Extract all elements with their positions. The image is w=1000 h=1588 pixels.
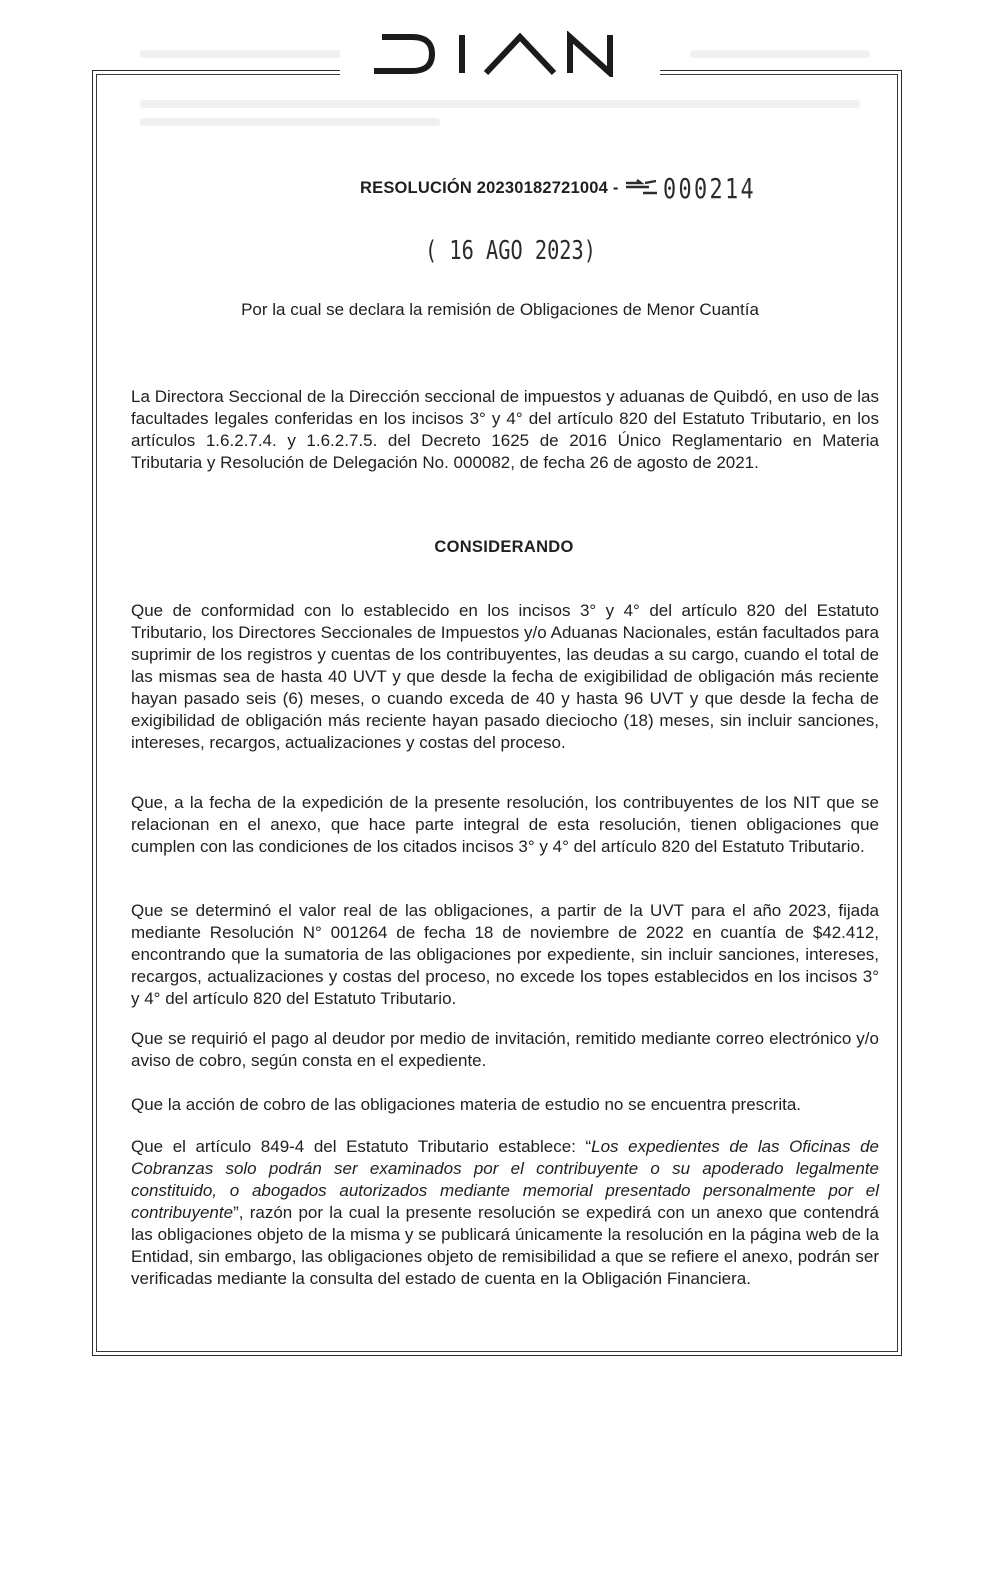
resolution-stamp-number: 000214	[662, 171, 756, 205]
stamp-mark-icon	[623, 177, 659, 199]
considerando-heading: CONSIDERANDO	[434, 538, 574, 556]
resolution-line	[360, 170, 830, 206]
considerando-paragraph-3: Que se determinó el valor real de las obligaciones, a partir de la UVT para el año 2023, fijada mediante Resolución N° 001264 de fecha 18 de noviembre de 2022 en cuantía de $42.412, encontrando que la sumatoria de las obligaciones por expediente, sin incluir sanciones, intereses, recargos, actualizaciones y costas del proceso, no excede los topes establecidos en los incisos 3° y 4° del artículo 820 del Estatuto Tributario.	[131, 901, 879, 1008]
considerando-paragraph-6	[131, 1136, 879, 1290]
p6-text-end: ”, razón por la cual la presente resolución se expedirá con un anexo que contendrá las obligaciones objeto de la misma y se publicará únicamente la resolución en la página web de la Entidad, sin embargo, las obligaciones objeto de remisibilidad a que se refiere el anexo, podrán ser verificadas mediante la consulta del estado de cuenta en la Obligación Financiera.	[131, 1203, 879, 1288]
dian-logo-icon	[370, 31, 630, 77]
considerando-paragraph-2: Que, a la fecha de la expedición de la presente resolución, los contribuyentes de los NIT que se relacionan en el anexo, que hace parte integral de esta resolución, tienen obligaciones que cumplen con las condiciones de los citados incisos 3° y 4° del artículo 820 del Estatuto Tributario.	[131, 793, 879, 856]
dian-logo	[340, 30, 660, 78]
p6-text-start: Que el artículo 849-4 del Estatuto Tributario establece: “	[131, 1137, 592, 1156]
considerando-paragraph-4: Que se requirió el pago al deudor por medio de invitación, remitido mediante correo electrónico y/o aviso de cobro, según consta en el expediente.	[131, 1029, 879, 1070]
considerando-paragraph-5: Que la acción de cobro de las obligaciones materia de estudio no se encuentra prescrita.	[131, 1095, 802, 1114]
resolution-title: RESOLUCIÓN 20230182721004 -	[360, 178, 619, 197]
p6-quoted-text: Los expedientes de las Oficinas de Cobranzas solo podrán ser examinados por el contribuyente o su apoderado legalmente constituido, o abogados autorizados mediante memorial presentado personalmente por el contribuyente	[131, 1137, 879, 1222]
date-stamp: ( 16 AGO 2023)	[425, 236, 596, 266]
resolution-subject: Por la cual se declara la remisión de Obligaciones de Menor Cuantía	[241, 300, 759, 319]
bleed-through-mark	[690, 50, 870, 58]
considerando-paragraph-1: Que de conformidad con lo establecido en los incisos 3° y 4° del artículo 820 del Estatuto Tributario, los Directores Seccionales de Impuestos y/o Aduanas Nacionales, están facultados para suprimir de los registros y cuentas de los contribuyentes, las deudas a su cargo, cuando el total de las mismas sea de hasta 40 UVT y que desde la fecha de exigibilidad de obligación más reciente hayan pasado seis (6) meses, o cuando exceda de 40 y hasta 96 UVT y que desde la fecha de exigibilidad de obligación más reciente hayan pasado dieciocho (18) meses, sin incluir sanciones, intereses, recargos, actualizaciones y costas del proceso.	[131, 601, 879, 752]
preamble-paragraph: La Directora Seccional de la Dirección seccional de impuestos y aduanas de Quibdó, en uso de las facultades legales conferidas en los incisos 3° y 4° del artículo 820 del Estatuto Tributario, en los artículos 1.6.2.7.4. y 1.6.2.7.5. del Decreto 1625 de 2016 Único Reglamentario en Materia Tributaria y Resolución de Delegación No. 000082, de fecha 26 de agosto de 2021.	[131, 387, 879, 472]
